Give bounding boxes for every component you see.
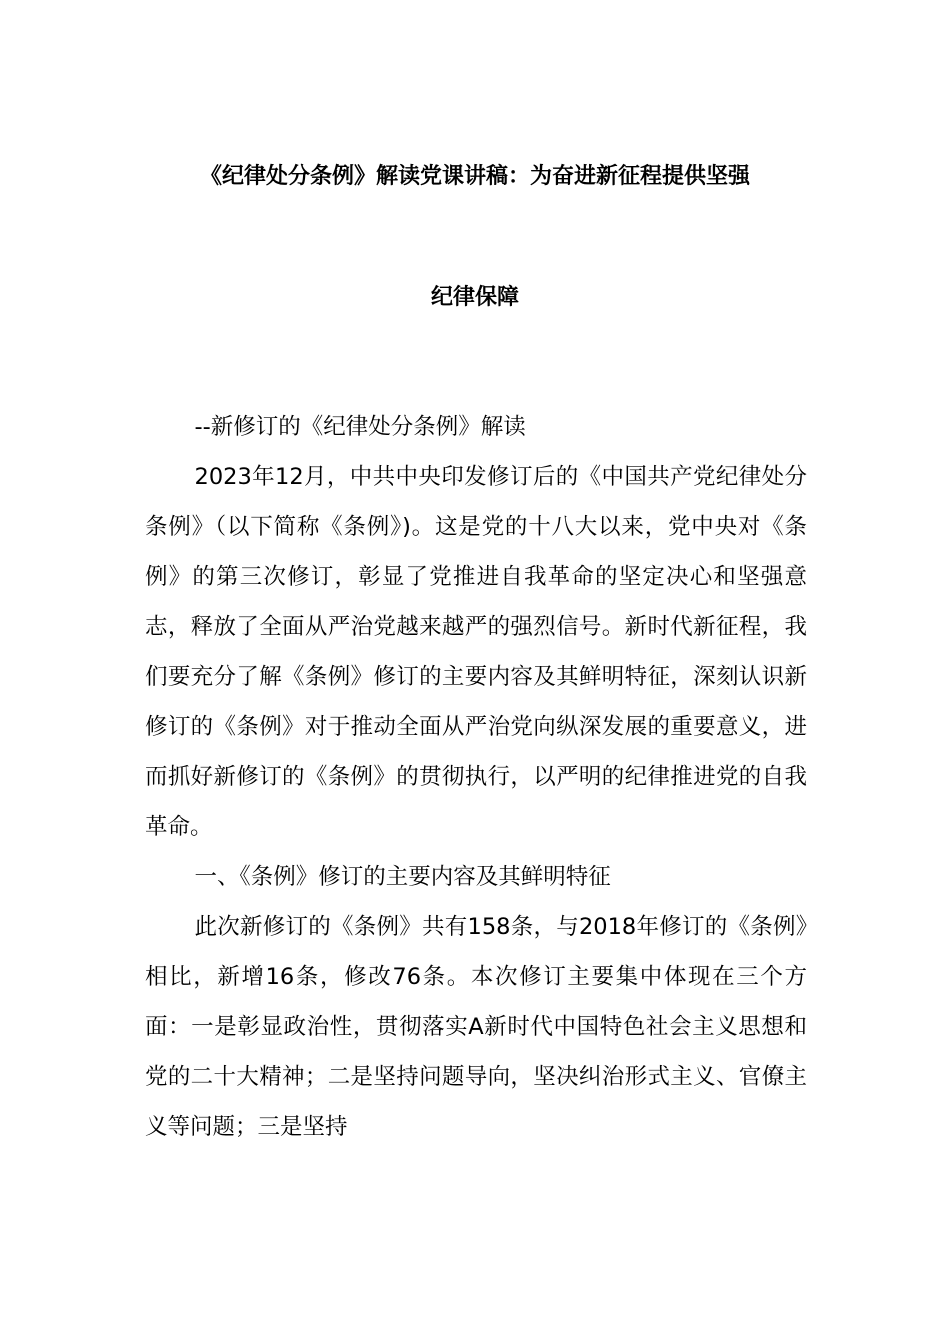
section-heading-1: 一、《条例》修订的主要内容及其鲜明特征 [194, 864, 611, 890]
document-title-line-1: 《纪律处分条例》解读党课讲稿：为奋进新征程提供坚强 [199, 164, 750, 189]
document-subtitle: --新修订的《纪律处分条例》解读 [194, 414, 526, 440]
paragraph-section-1: 此次新修订的《条例》共有158条，与2018年修订的《条例》相比，新增16条，修改76条。本次修订主要集中体现在三个方面：一是彰显政治性，贯彻落实A新时代中国特色社会主义思想和党的二十大精神；二是坚持问题导向，坚决纠治形式主义、官僚主义等问题；三是坚持 [145, 914, 807, 1140]
document-title-line-2: 纪律保障 [430, 285, 519, 310]
paragraph-intro: 2023年12月，中共中央印发修订后的《中国共产党纪律处分条例》（以下简称《条例》)。这是党的十八大以来，党中央对《条例》的第三次修订，彰显了党推进自我革命的坚定决心和坚强意志，释放了全面从严治党越来越严的强烈信号。新时代新征程，我们要充分了解《条例》修订的主要内容及其鲜明特征，深刻认识新修订的《条例》对于推动全面从严治党向纵深发展的重要意义，进而抓好新修订的《条例》的贯彻执行，以严明的纪律推进党的自我革命。 [145, 464, 807, 840]
document-body [145, 402, 807, 1152]
